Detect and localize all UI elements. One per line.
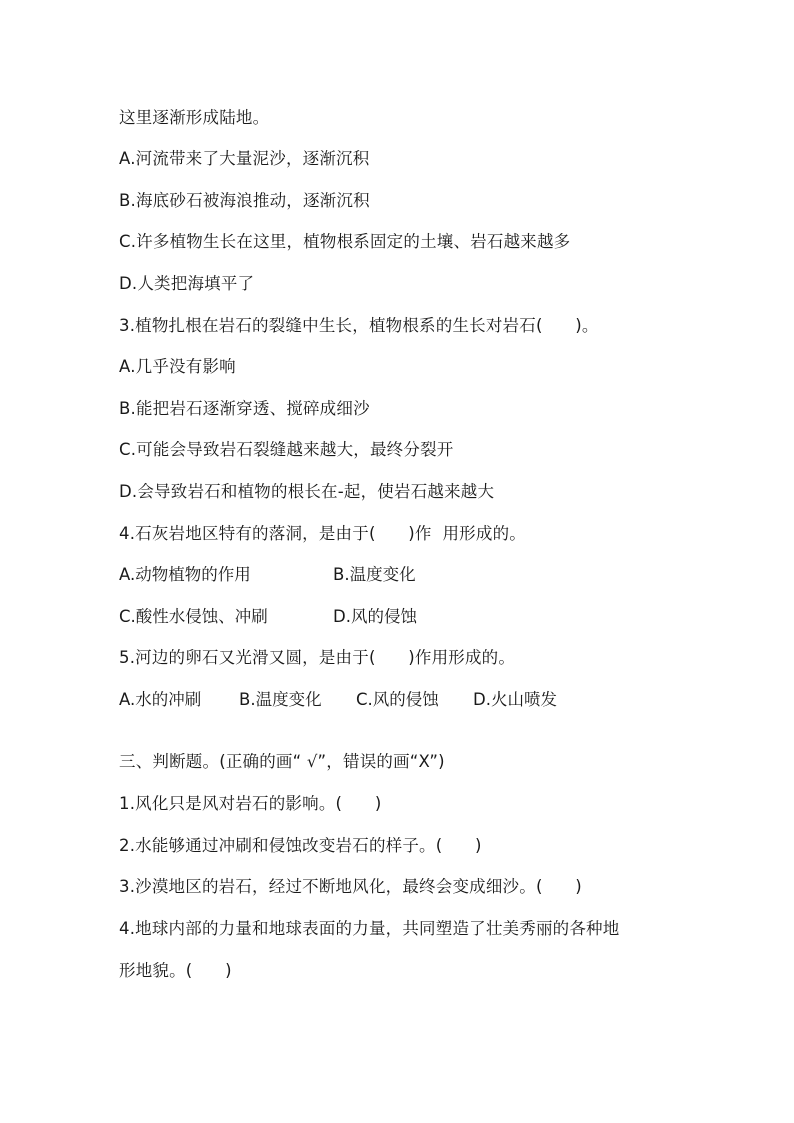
q4-stem: 4.石灰岩地区特有的落洞，是由于( )作 用形成的。 [119,524,526,543]
q2-stem-continuation: 这里逐渐形成陆地。 [119,108,270,127]
q3-option-b: B.能把岩石逐渐穿透、搅碎成细沙 [119,399,370,418]
q4-option-d: D.风的侵蚀 [333,607,417,626]
q5-option-d: D.火山喷发 [473,690,557,709]
q4-option-b: B.温度变化 [333,565,416,584]
q3-option-a: A.几乎没有影响 [119,357,236,376]
q5-option-b: B.温度变化 [239,690,322,709]
judge-item-4-continuation: 形地貌。( ) [119,961,232,980]
q4-option-a: A.动物植物的作用 [119,565,251,584]
q2-option-c: C.许多植物生长在这里，植物根系固定的土壤、岩石越来越多 [119,232,571,251]
q3-option-d: D.会导致岩石和植物的根长在-起，使岩石越来越大 [119,482,495,501]
q5-option-a: A.水的冲刷 [119,690,202,709]
q2-option-a: A.河流带来了大量泥沙，逐渐沉积 [119,149,370,168]
q3-stem: 3.植物扎根在岩石的裂缝中生长，植物根系的生长对岩石( )。 [119,316,599,335]
section-3-heading: 三、判断题。(正确的画“ √”，错误的画“X”) [119,752,445,771]
q5-option-c: C.风的侵蚀 [356,690,439,709]
q4-option-c: C.酸性水侵蚀、冲刷 [119,607,268,626]
judge-item-2: 2.水能够通过冲刷和侵蚀改变岩石的样子。( ) [119,836,482,855]
judge-item-1: 1.风化只是风对岩石的影响。( ) [119,794,382,813]
q2-option-b: B.海底砂石被海浪推动，逐渐沉积 [119,191,370,210]
q2-option-d: D.人类把海填平了 [119,274,255,293]
judge-item-4: 4.地球内部的力量和地球表面的力量，共同塑造了壮美秀丽的各种地 [119,919,620,938]
judge-item-3: 3.沙漠地区的岩石，经过不断地风化，最终会变成细沙。( ) [119,877,582,896]
q3-option-c: C.可能会导致岩石裂缝越来越大，最终分裂开 [119,440,454,459]
q5-stem: 5.河边的卵石又光滑又圆，是由于( )作用形成的。 [119,648,516,667]
